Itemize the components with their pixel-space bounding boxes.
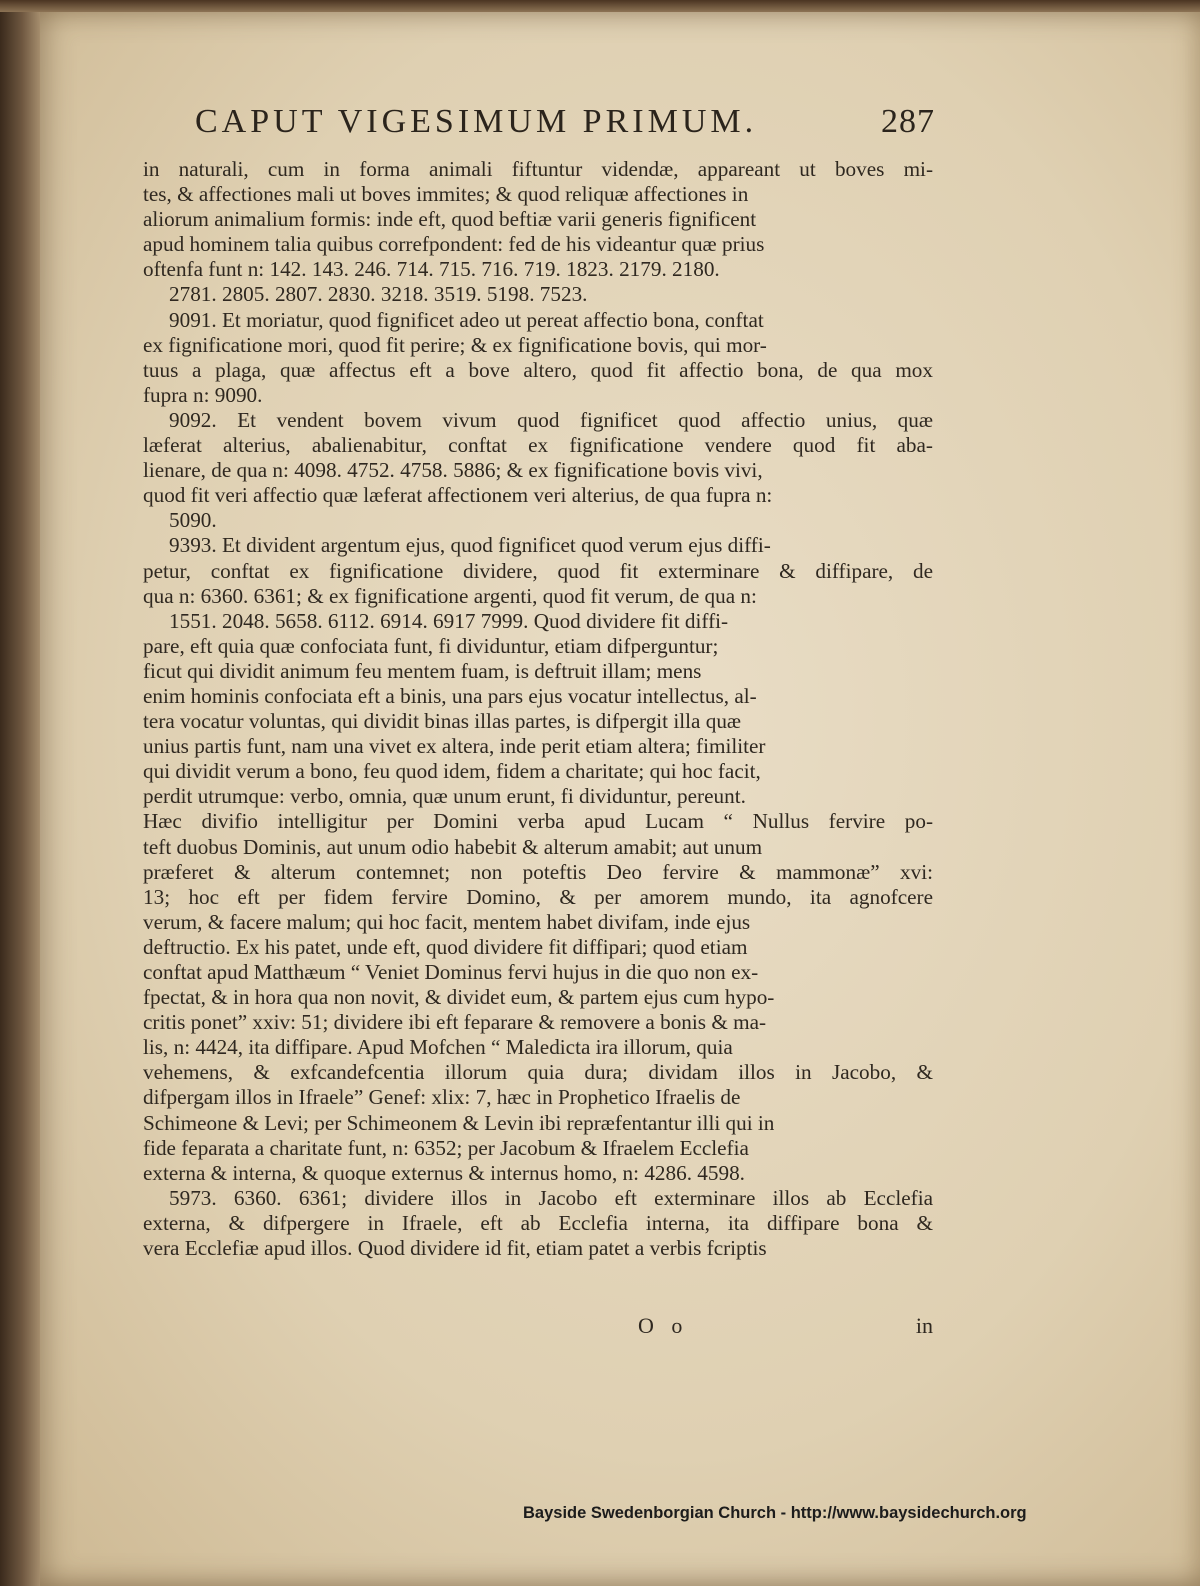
body-text: [143, 157, 933, 1261]
text-line: 9092. Et vendent bovem vivum quod fignificet quod affectio unius, quæ: [169, 407, 933, 432]
page-footer: [143, 1313, 933, 1343]
text-line: vera Ecclefiæ apud illos. Quod dividere id fit, etiam patet a verbis fcriptis: [143, 1236, 767, 1261]
text-line: 1551. 2048. 5658. 6112. 6914. 6917 7999. Quod dividere fit diffi-: [169, 608, 729, 633]
text-line: præferet & alterum contemnet; non poteftis Deo fervire & mammonæ” xvi:: [143, 859, 933, 884]
text-line: externa & interna, & quoque externus & internus homo, n: 4286. 4598.: [143, 1160, 745, 1185]
text-line: vehemens, & exfcandefcentia illorum quia dura; dividam illos in Jacobo, &: [143, 1060, 933, 1085]
text-line: Schimeone & Levi; per Schimeonem & Levin ibi repræfentantur illi qui in: [143, 1110, 775, 1135]
text-line: tuus a plaga, quæ affectus eft a bove altero, quod fit affectio bona, de qua mox: [143, 357, 933, 382]
text-line: critis ponet” xxiv: 51; dividere ibi eft feparare & removere a bonis & ma-: [143, 1010, 767, 1035]
text-line: tera vocatur voluntas, qui dividit binas illas partes, is difpergit illa quæ: [143, 709, 742, 734]
watermark-text: Bayside Swedenborgian Church - http://www.baysidechurch.org: [523, 1504, 1027, 1522]
text-line: qua n: 6360. 6361; & ex fignificatione argenti, quod fit verum, de qua n:: [143, 583, 757, 608]
catchword: in: [915, 1313, 933, 1338]
text-line: verum, & facere malum; qui hoc facit, mentem habet divifam, inde ejus: [143, 909, 751, 934]
text-line: conftat apud Matthæum “ Veniet Dominus fervi hujus in die quo non ex-: [143, 960, 759, 984]
text-line: tes, & affectiones mali ut boves immites; & quod reliquæ affectiones in: [143, 182, 749, 207]
text-line: fpectat, & in hora qua non novit, & dividet eum, & partem ejus cum hypo-: [143, 985, 775, 1010]
signature-mark: O o: [638, 1313, 689, 1338]
text-line: petur, conftat ex fignificatione dividere, quod fit exterminare & diffipare, de: [143, 558, 933, 583]
text-line: 5090.: [169, 508, 217, 533]
text-line: fupra n: 9090.: [143, 382, 263, 407]
text-line: ficut qui dividit animum feu mentem fuam, is deftruit illam; mens: [143, 658, 702, 683]
text-line: lis, n: 4424, ita diffipare. Apud Mofchen “ Maledicta ira illorum, quia: [143, 1035, 733, 1060]
text-line: 13; hoc eft per fidem fervire Domino, & per amorem mundo, ita agnofcere: [143, 884, 933, 909]
running-title: CAPUT VIGESIMUM PRIMUM.: [195, 103, 758, 140]
text-line: externa, & difpergere in Ifraele, eft ab Ecclefia interna, ita diffipare bona &: [143, 1210, 933, 1235]
top-edge: [0, 0, 1200, 12]
text-line: enim hominis confociata eft a binis, una pars ejus vocatur intellectus, al-: [143, 683, 757, 708]
text-line: in naturali, cum in forma animali fiftuntur videndæ, appareant ut boves mi-: [143, 157, 933, 181]
text-line: 5973. 6360. 6361; dividere illos in Jacobo eft exterminare illos ab Ecclefia: [169, 1185, 933, 1210]
text-line: apud hominem talia quibus correfpondent: fed de his videantur quæ prius: [143, 232, 765, 257]
text-line: difpergam illos in Ifraele” Genef: xlix: 7, hæc in Prophetico Ifraelis de: [143, 1085, 741, 1110]
text-line: 2781. 2805. 2807. 2830. 3218. 3519. 5198. 7523.: [169, 282, 588, 307]
text-line: unius partis funt, nam una vivet ex altera, inde perit etiam altera; fimiliter: [143, 734, 766, 759]
text-line: pare, eft quia quæ confociata funt, fi dividuntur, etiam difperguntur;: [143, 633, 719, 658]
text-line: oftenfa funt n: 142. 143. 246. 714. 715. 716. 719. 1823. 2179. 2180.: [143, 257, 720, 282]
text-line: lienare, de qua n: 4098. 4752. 4758. 5886; & ex fignificatione bovis vivi,: [143, 458, 763, 483]
text-line: perdit utrumque: verbo, omnia, quæ unum erunt, fi dividuntur, pereunt.: [143, 784, 746, 809]
text-line: deftructio. Ex his patet, unde eft, quod dividere fit diffipari; quod etiam: [143, 934, 748, 959]
text-line: quod fit veri affectio quæ læferat affectionem veri alterius, de qua fupra n:: [143, 483, 773, 508]
page-number: 287: [881, 103, 935, 140]
text-line: Hæc divifio intelligitur per Domini verba apud Lucam “ Nullus fervire po-: [143, 809, 933, 834]
text-line: læferat alterius, abalienabitur, conftat ex fignificatione vendere quod fit aba-: [143, 433, 933, 458]
book-spine: [0, 0, 40, 1586]
text-line: fide feparata a charitate funt, n: 6352; per Jacobum & Ifraelem Ecclefia: [143, 1135, 749, 1160]
text-line: qui dividit verum a bono, feu quod idem, fidem a charitate; qui hoc facit,: [143, 759, 761, 784]
text-line: ex fignificatione mori, quod fit perire; & ex fignificatione bovis, qui mor-: [143, 332, 767, 357]
text-line: 9393. Et divident argentum ejus, quod fignificet quod verum ejus diffi-: [169, 533, 771, 558]
running-header: [195, 103, 935, 151]
text-line: aliorum animalium formis: inde eft, quod beftiæ varii generis fignificent: [143, 207, 757, 232]
text-line: teft duobus Dominis, aut unum odio habebit & alterum amabit; aut unum: [143, 834, 763, 859]
text-line: 9091. Et moriatur, quod fignificet adeo ut pereat affectio bona, conftat: [169, 307, 764, 332]
